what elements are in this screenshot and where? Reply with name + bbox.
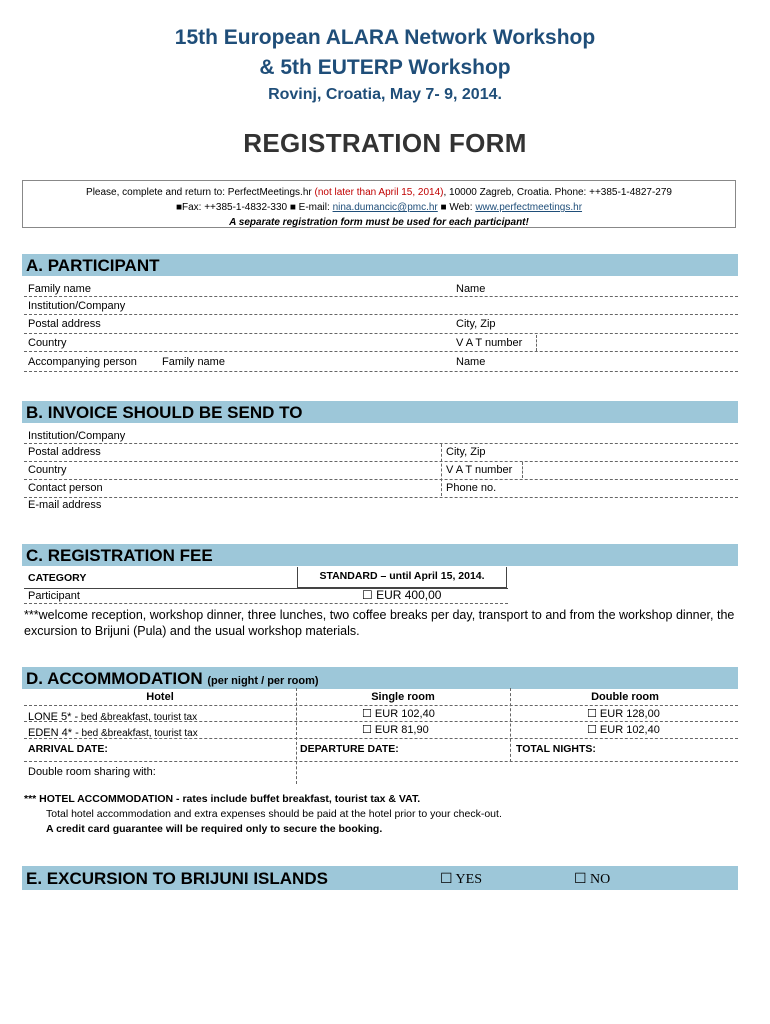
- invoice-vat-divider: [522, 462, 523, 478]
- invoice-postal-field[interactable]: [24, 461, 738, 462]
- invoice-postal-label: Postal address: [28, 446, 101, 458]
- section-b-header: B. INVOICE SHOULD BE SEND TO: [22, 401, 738, 423]
- invoice-institution-label: Institution/Company: [28, 430, 126, 442]
- event-title-line1: 15th European ALARA Network Workshop: [174, 26, 596, 49]
- city-zip-label: City, Zip: [456, 318, 496, 330]
- room-sharing-label: Double room sharing with:: [28, 766, 156, 778]
- double-room-column-header: Double room: [591, 691, 659, 703]
- web-link[interactable]: www.perfectmeetings.hr: [475, 202, 583, 213]
- participant-fee-checkbox[interactable]: ☐ EUR 400,00: [362, 588, 442, 602]
- section-e-header: [22, 866, 738, 890]
- accompanying-person-label: Accompanying person: [28, 356, 137, 368]
- excursion-no-checkbox[interactable]: ☐ NO: [574, 872, 611, 887]
- phone-label: Phone no.: [446, 482, 497, 494]
- postal-address-label: Postal address: [28, 318, 101, 330]
- hotel-row-line-2: [24, 738, 738, 739]
- instructions-line1: Please, complete and return to: PerfectMeetings.hr (not later than April 15, 2014), 10000 Zagreb, Croatia. Phone: ++385-1-4827-279: [86, 187, 672, 198]
- vat-label: V A T number: [456, 337, 523, 349]
- lone-single-checkbox[interactable]: ☐ EUR 102,40: [362, 708, 435, 720]
- instructions-line2: ■Fax: ++385-1-4832-330 ■ E-mail: nina.dumancic@pmc.hr ■ Web: www.perfectmeetings.hr: [175, 202, 583, 213]
- accompanying-person-field[interactable]: [24, 371, 738, 372]
- invoice-city-label: City, Zip: [446, 446, 486, 458]
- email-link[interactable]: nina.dumancic@pmc.hr: [332, 202, 438, 213]
- arrival-date-label: ARRIVAL DATE:: [28, 743, 108, 755]
- deadline-text: (not later than April 15, 2014): [314, 187, 444, 198]
- fee-row-line: [24, 603, 508, 604]
- section-d-subtitle: (per night / per room): [207, 675, 319, 687]
- family-name-field[interactable]: [24, 296, 738, 297]
- fee-includes-note: ***welcome reception, workshop dinner, three lunches, two coffee breaks per day, transport to and from the workshop dinner, the excursion to Brijuni (Pula) and the usual workshop materials.: [24, 608, 735, 638]
- institution-field[interactable]: [24, 314, 738, 315]
- single-column-divider: [510, 688, 511, 762]
- section-d-title: D. ACCOMMODATION: [26, 669, 203, 688]
- section-e-title: E. EXCURSION TO BRIJUNI ISLANDS: [26, 869, 328, 888]
- eden-double-checkbox[interactable]: ☐ EUR 102,40: [587, 724, 660, 736]
- single-room-column-header: Single room: [371, 691, 435, 703]
- name-label: Name: [456, 283, 486, 295]
- lone-double-checkbox[interactable]: ☐ EUR 128,00: [587, 708, 660, 720]
- invoice-column-divider: [441, 444, 442, 496]
- country-label: Country: [28, 337, 67, 349]
- section-d-header: [22, 667, 738, 689]
- email-address-label: E-mail address: [28, 499, 102, 511]
- category-label: CATEGORY: [28, 572, 87, 584]
- total-nights-label: TOTAL NIGHTS:: [516, 743, 596, 755]
- hotel-column-header: Hotel: [146, 691, 174, 703]
- contact-person-field[interactable]: [24, 497, 738, 498]
- dates-line: [24, 761, 738, 762]
- family-name-label: Family name: [28, 283, 91, 295]
- hotel-note-payment: Total hotel accommodation and extra expenses should be paid at the hotel prior to your check-out.: [46, 808, 502, 820]
- section-c-header: C. REGISTRATION FEE: [22, 544, 738, 566]
- hotel-row-lone: LONE 5* - bed &breakfast, tourist tax: [28, 711, 198, 723]
- section-a-header: A. PARTICIPANT: [22, 254, 738, 276]
- page-title: REGISTRATION FORM: [243, 128, 527, 158]
- participant-label: Participant: [28, 590, 80, 602]
- invoice-institution-field[interactable]: [24, 443, 738, 444]
- country-field[interactable]: [24, 351, 738, 352]
- hotel-column-divider: [296, 688, 297, 784]
- hotel-row-line-1: [24, 721, 738, 722]
- instructions-note: A separate registration form must be used for each participant!: [229, 217, 529, 228]
- departure-date-label: DEPARTURE DATE:: [300, 743, 399, 755]
- institution-label: Institution/Company: [28, 300, 126, 312]
- standard-header-cell: STANDARD – until April 15, 2014.: [297, 567, 507, 588]
- hotel-note-title: *** HOTEL ACCOMMODATION - rates include buffet breakfast, tourist tax & VAT.: [24, 793, 421, 805]
- hotel-header-line: [24, 705, 738, 706]
- vat-divider: [536, 335, 537, 351]
- invoice-vat-label: V A T number: [446, 464, 513, 476]
- instructions-box: [22, 180, 736, 228]
- postal-address-field[interactable]: [24, 333, 738, 334]
- contact-person-label: Contact person: [28, 482, 103, 494]
- hotel-note-guarantee: A credit card guarantee will be required only to secure the booking.: [46, 823, 383, 835]
- hotel-row-eden: EDEN 4* - bed &breakfast, tourist tax: [28, 727, 198, 739]
- accompanying-name-label: Name: [456, 356, 486, 368]
- invoice-country-label: Country: [28, 464, 67, 476]
- eden-single-checkbox[interactable]: ☐ EUR 81,90: [362, 724, 429, 736]
- event-title-line2: & 5th EUTERP Workshop: [259, 56, 511, 79]
- excursion-yes-checkbox[interactable]: ☐ YES: [440, 872, 482, 887]
- event-location-date: Rovinj, Croatia, May 7- 9, 2014.: [268, 86, 502, 103]
- invoice-country-field[interactable]: [24, 479, 738, 480]
- accompanying-family-name-label: Family name: [162, 356, 225, 368]
